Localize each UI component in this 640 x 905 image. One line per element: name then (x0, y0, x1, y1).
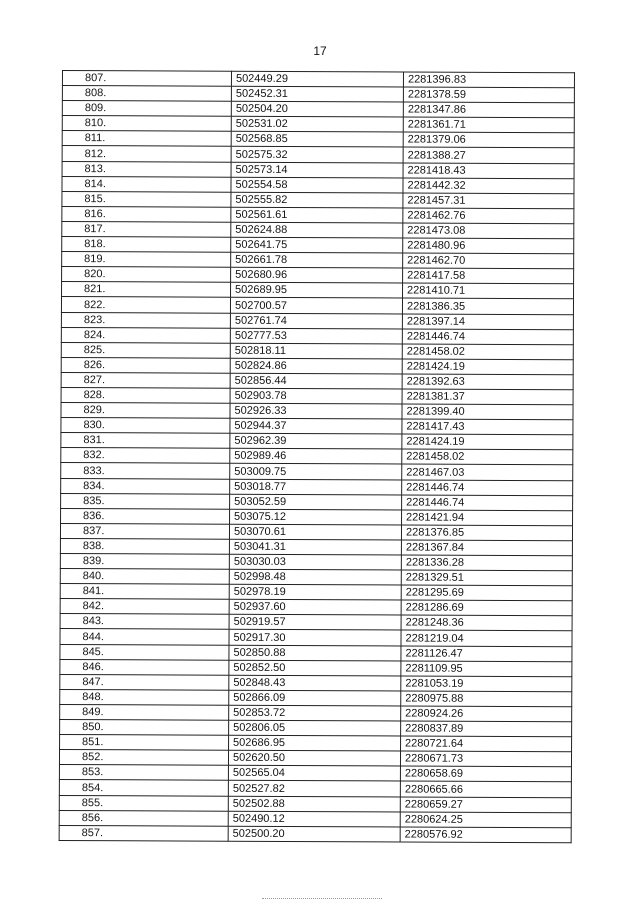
x-coordinate-cell: 502531.02 (231, 117, 403, 133)
point-number-cell: 845. (60, 644, 229, 660)
point-number-cell: 825. (61, 342, 230, 358)
x-coordinate-cell: 502944.37 (230, 418, 402, 434)
point-number-cell: 829. (61, 403, 230, 419)
x-coordinate-cell: 502680.96 (231, 267, 403, 283)
point-number-cell: 817. (62, 221, 231, 237)
point-number-cell: 821. (62, 282, 231, 298)
y-coordinate-cell: 2280837.89 (401, 721, 572, 737)
x-coordinate-cell: 502686.95 (229, 735, 401, 751)
y-coordinate-cell: 2281399.40 (402, 404, 573, 420)
y-coordinate-cell: 2280924.26 (401, 706, 572, 722)
y-coordinate-cell: 2281396.83 (403, 72, 574, 88)
point-number-cell: 807. (62, 71, 231, 87)
x-coordinate-cell: 502962.39 (230, 433, 402, 449)
point-number-cell: 857. (59, 825, 228, 841)
y-coordinate-cell: 2281458.02 (402, 449, 573, 465)
point-number-cell: 824. (61, 327, 230, 343)
y-coordinate-cell: 2280671.73 (400, 751, 571, 767)
y-coordinate-cell: 2281457.31 (403, 193, 574, 209)
point-number-cell: 854. (59, 780, 228, 796)
x-coordinate-cell: 502850.88 (229, 645, 401, 661)
point-number-cell: 843. (60, 614, 229, 630)
x-coordinate-cell: 502917.30 (229, 630, 401, 646)
x-coordinate-cell: 503030.03 (229, 554, 401, 570)
x-coordinate-cell: 502998.48 (229, 569, 401, 585)
y-coordinate-cell: 2281421.94 (402, 510, 573, 526)
y-coordinate-cell: 2281446.74 (402, 480, 573, 496)
x-coordinate-cell: 502926.33 (230, 403, 402, 419)
point-number-cell: 847. (60, 674, 229, 690)
point-number-cell: 839. (60, 553, 229, 569)
x-coordinate-cell: 502568.85 (231, 132, 403, 148)
x-coordinate-cell: 502661.78 (231, 252, 403, 268)
x-coordinate-cell: 502624.88 (231, 222, 403, 238)
point-number-cell: 826. (61, 357, 230, 373)
x-coordinate-cell: 502848.43 (229, 675, 401, 691)
point-number-cell: 813. (62, 161, 231, 177)
y-coordinate-cell: 2280576.92 (400, 827, 571, 843)
x-coordinate-cell: 502937.60 (229, 600, 401, 616)
point-number-cell: 816. (62, 206, 231, 222)
y-coordinate-cell: 2280659.27 (400, 796, 571, 812)
y-coordinate-cell: 2281295.69 (401, 585, 572, 601)
point-number-cell: 834. (61, 478, 230, 494)
point-number-cell: 830. (61, 418, 230, 434)
page-number: 17 (313, 44, 327, 58)
x-coordinate-cell: 502818.11 (230, 343, 402, 359)
point-number-cell: 822. (61, 297, 230, 313)
x-coordinate-cell: 502500.20 (228, 826, 400, 842)
x-coordinate-cell: 502852.50 (229, 660, 401, 676)
x-coordinate-cell: 502554.58 (231, 177, 403, 193)
point-number-cell: 809. (62, 101, 231, 117)
y-coordinate-cell: 2281462.76 (403, 208, 574, 224)
point-number-cell: 818. (62, 237, 231, 253)
point-number-cell: 819. (62, 252, 231, 268)
footer-divider (262, 898, 382, 899)
x-coordinate-cell: 502824.86 (230, 358, 402, 374)
x-coordinate-cell: 502449.29 (231, 71, 403, 87)
x-coordinate-cell: 502620.50 (228, 750, 400, 766)
x-coordinate-cell: 502555.82 (231, 192, 403, 208)
y-coordinate-cell: 2281446.74 (402, 329, 573, 345)
point-number-cell: 838. (60, 538, 229, 554)
y-coordinate-cell: 2281378.59 (403, 87, 574, 103)
point-number-cell: 828. (61, 387, 230, 403)
y-coordinate-cell: 2281462.70 (403, 253, 574, 269)
x-coordinate-cell: 502806.05 (229, 720, 401, 736)
y-coordinate-cell: 2281336.28 (401, 555, 572, 571)
y-coordinate-cell: 2281392.63 (402, 374, 573, 390)
point-number-cell: 810. (62, 116, 231, 132)
point-number-cell: 811. (62, 131, 231, 147)
point-number-cell: 851. (60, 735, 229, 751)
x-coordinate-cell: 503070.61 (229, 524, 401, 540)
point-number-cell: 820. (62, 267, 231, 283)
x-coordinate-cell: 502502.88 (228, 796, 400, 812)
y-coordinate-cell: 2281458.02 (402, 344, 573, 360)
y-coordinate-cell: 2281442.32 (403, 178, 574, 194)
point-number-cell: 846. (60, 659, 229, 675)
y-coordinate-cell: 2281388.27 (403, 147, 574, 163)
y-coordinate-cell: 2281109.95 (401, 661, 572, 677)
y-coordinate-cell: 2281347.86 (403, 102, 574, 118)
x-coordinate-cell: 503018.77 (230, 479, 402, 495)
x-coordinate-cell: 502978.19 (229, 584, 401, 600)
x-coordinate-cell: 502700.57 (230, 298, 402, 314)
y-coordinate-cell: 2281417.58 (403, 268, 574, 284)
coordinates-table-body (59, 71, 574, 843)
x-coordinate-cell: 502689.95 (231, 283, 403, 299)
point-number-cell: 850. (60, 720, 229, 736)
y-coordinate-cell: 2281053.19 (401, 676, 572, 692)
y-coordinate-cell: 2281424.19 (402, 359, 573, 375)
point-number-cell: 815. (62, 191, 231, 207)
x-coordinate-cell: 502575.32 (231, 147, 403, 163)
x-coordinate-cell: 502761.74 (230, 313, 402, 329)
x-coordinate-cell: 502856.44 (230, 373, 402, 389)
point-number-cell: 852. (59, 750, 228, 766)
y-coordinate-cell: 2281417.43 (402, 419, 573, 435)
y-coordinate-cell: 2281379.06 (403, 132, 574, 148)
y-coordinate-cell: 2281248.36 (401, 615, 572, 631)
x-coordinate-cell: 503009.75 (230, 464, 402, 480)
y-coordinate-cell: 2281386.35 (402, 298, 573, 314)
x-coordinate-cell: 503052.59 (230, 494, 402, 510)
point-number-cell: 827. (61, 372, 230, 388)
point-number-cell: 832. (61, 448, 230, 464)
y-coordinate-cell: 2281376.85 (401, 525, 572, 541)
y-coordinate-cell: 2281397.14 (402, 313, 573, 329)
point-number-cell: 856. (59, 810, 228, 826)
y-coordinate-cell: 2281410.71 (403, 283, 574, 299)
table-row (59, 825, 571, 842)
x-coordinate-cell: 502561.61 (231, 207, 403, 223)
y-coordinate-cell: 2280665.66 (400, 781, 571, 797)
y-coordinate-cell: 2281286.69 (401, 600, 572, 616)
x-coordinate-cell: 502490.12 (228, 811, 400, 827)
y-coordinate-cell: 2281361.71 (403, 117, 574, 133)
point-number-cell: 812. (62, 146, 231, 162)
point-number-cell: 842. (60, 599, 229, 615)
x-coordinate-cell: 503041.31 (229, 539, 401, 555)
x-coordinate-cell: 502866.09 (229, 690, 401, 706)
x-coordinate-cell: 502853.72 (229, 705, 401, 721)
point-number-cell: 840. (60, 569, 229, 585)
point-number-cell: 848. (60, 689, 229, 705)
y-coordinate-cell: 2281381.37 (402, 389, 573, 405)
point-number-cell: 814. (62, 176, 231, 192)
point-number-cell: 835. (61, 493, 230, 509)
x-coordinate-cell: 502452.31 (231, 86, 403, 102)
point-number-cell: 808. (62, 86, 231, 102)
y-coordinate-cell: 2281219.04 (401, 630, 572, 646)
point-number-cell: 855. (59, 795, 228, 811)
point-number-cell: 849. (60, 704, 229, 720)
y-coordinate-cell: 2281480.96 (403, 238, 574, 254)
x-coordinate-cell: 502641.75 (231, 237, 403, 253)
y-coordinate-cell: 2281473.08 (403, 223, 574, 239)
point-number-cell: 836. (61, 508, 230, 524)
point-number-cell: 844. (60, 629, 229, 645)
y-coordinate-cell: 2281424.19 (402, 434, 573, 450)
point-number-cell: 831. (61, 433, 230, 449)
y-coordinate-cell: 2280658.69 (400, 766, 571, 782)
x-coordinate-cell: 502903.78 (230, 388, 402, 404)
x-coordinate-cell: 502527.82 (228, 781, 400, 797)
y-coordinate-cell: 2281446.74 (402, 495, 573, 511)
point-number-cell: 841. (60, 584, 229, 600)
point-number-cell: 853. (59, 765, 228, 781)
x-coordinate-cell: 503075.12 (230, 509, 402, 525)
y-coordinate-cell: 2281329.51 (401, 570, 572, 586)
y-coordinate-cell: 2281418.43 (403, 163, 574, 179)
point-number-cell: 837. (60, 523, 229, 539)
point-number-cell: 823. (61, 312, 230, 328)
y-coordinate-cell: 2281467.03 (402, 464, 573, 480)
x-coordinate-cell: 502919.57 (229, 615, 401, 631)
point-number-cell: 833. (61, 463, 230, 479)
x-coordinate-cell: 502565.04 (228, 766, 400, 782)
y-coordinate-cell: 2280624.25 (400, 812, 571, 828)
y-coordinate-cell: 2281126.47 (401, 646, 572, 662)
y-coordinate-cell: 2280721.64 (401, 736, 572, 752)
x-coordinate-cell: 502573.14 (231, 162, 403, 178)
y-coordinate-cell: 2281367.84 (401, 540, 572, 556)
y-coordinate-cell: 2280975.88 (401, 691, 572, 707)
x-coordinate-cell: 502504.20 (231, 101, 403, 117)
x-coordinate-cell: 502989.46 (230, 449, 402, 465)
x-coordinate-cell: 502777.53 (230, 328, 402, 344)
coordinates-table (59, 70, 575, 843)
